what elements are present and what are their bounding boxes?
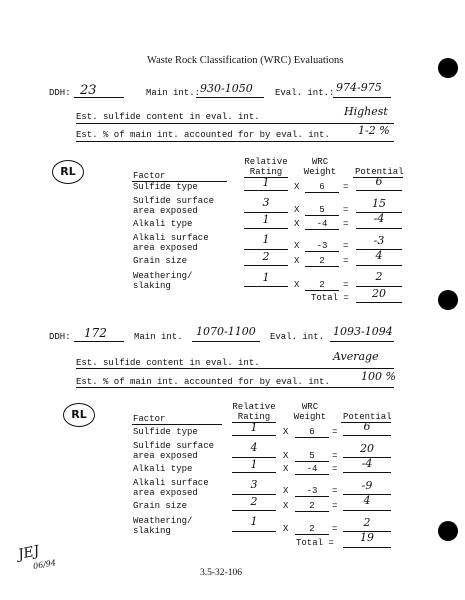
weight-header-line: Weight [303, 167, 337, 177]
relative-header-line: Relative [244, 157, 288, 167]
eval-int-value: 974-975 [336, 81, 382, 94]
sulfide-content-label: Est. sulfide content in eval. int. [76, 358, 260, 368]
potential-underline [343, 472, 391, 473]
main-int-value: 930-1050 [200, 82, 253, 95]
potential-value: 2 [375, 270, 383, 283]
potential-value: 4 [363, 494, 371, 507]
potential-value: -4 [373, 212, 385, 225]
potential-value: -4 [361, 457, 373, 470]
factor-label: Alkali type [133, 464, 193, 474]
equals-sign: = [332, 427, 338, 437]
weight-value: -4 [316, 219, 328, 229]
eval-int-underline [333, 97, 391, 98]
rating-underline [244, 228, 288, 229]
total-underline [356, 302, 402, 303]
factor-header: Factor [133, 171, 166, 181]
potential-underline [356, 265, 402, 266]
rating-value: 3 [250, 478, 258, 491]
rating-underline [244, 190, 288, 191]
factor-label: Sulfide surface [133, 196, 215, 206]
factor-header: Factor [133, 414, 166, 424]
eval-int-label: Eval. int. [270, 332, 325, 342]
rating-value: 1 [250, 458, 258, 471]
potential-underline [343, 435, 391, 436]
rating-value: 4 [250, 441, 258, 454]
ddh-value: 23 [80, 83, 97, 98]
equals-sign: = [332, 501, 338, 511]
rl-circle-text: RL [71, 408, 87, 421]
equals-sign: = [343, 256, 349, 266]
rating-value: 1 [262, 233, 270, 246]
factor-label: Weathering/ [133, 271, 193, 281]
times-sign: X [294, 205, 300, 215]
relative-rating-header [228, 402, 280, 422]
weight-value: -4 [306, 464, 318, 474]
rl-circle-mark [63, 403, 95, 427]
rl-circle-mark [52, 160, 84, 184]
total-label: Total = [296, 538, 334, 548]
ddh-label: DDH: [49, 88, 71, 98]
factor-label: Grain size [133, 501, 188, 511]
rating-header-line: Rating [237, 412, 271, 422]
factor-label: Sulfide surface [133, 441, 215, 451]
rating-value: 1 [262, 176, 270, 189]
page-number: 3.5-32-106 [200, 568, 242, 578]
wrc-weight-header [290, 402, 330, 422]
times-sign: X [294, 241, 300, 251]
potential-value: 6 [375, 175, 383, 188]
rating-value: 2 [250, 495, 258, 508]
potential-header: Potential [355, 167, 404, 177]
binder-hole-top [438, 58, 458, 78]
rating-underline [232, 472, 276, 473]
rl-circle-text: RL [60, 165, 76, 178]
factor-label-line2: area exposed [133, 451, 198, 461]
weight-value: 2 [319, 280, 325, 290]
total-value: 19 [360, 531, 374, 544]
times-sign: X [294, 280, 300, 290]
times-sign: X [283, 501, 289, 511]
potential-header: Potential [343, 412, 392, 422]
weight-underline [295, 496, 329, 497]
equals-sign: = [343, 205, 349, 215]
weight-value: 6 [319, 182, 325, 192]
weight-underline [305, 229, 339, 230]
times-sign: X [283, 524, 289, 534]
potential-underline [356, 190, 402, 191]
relative-header-line: Relative [232, 402, 276, 412]
binder-hole-middle [438, 290, 458, 310]
rating-value: 2 [262, 250, 270, 263]
weight-value: 2 [309, 524, 315, 534]
equals-sign: = [343, 280, 349, 290]
factor-label: Grain size [133, 256, 188, 266]
potential-underline [343, 510, 391, 511]
ddh-underline [74, 341, 124, 342]
rating-underline [244, 286, 288, 287]
weight-value: 5 [319, 205, 325, 215]
rating-value: 1 [250, 421, 258, 434]
factor-label: Alkali surface [133, 233, 209, 243]
factor-label-line2: slaking [133, 281, 171, 291]
factor-label-line2: area exposed [133, 488, 198, 498]
main-int-label: Main int. [134, 332, 183, 342]
handwritten-initials: JEJ [16, 542, 41, 564]
times-sign: X [283, 486, 289, 496]
sulfide-content-underline [76, 368, 394, 369]
weight-underline [305, 266, 339, 267]
times-sign: X [294, 219, 300, 229]
factor-label: Weathering/ [133, 516, 193, 526]
factor-label-line2: area exposed [133, 206, 198, 216]
equals-sign: = [343, 182, 349, 192]
weight-underline [295, 511, 329, 512]
rating-value: 3 [262, 196, 270, 209]
equals-sign: = [332, 464, 338, 474]
wrc-weight-header [300, 157, 340, 177]
rating-underline [232, 510, 276, 511]
main-int-label: Main int.: [146, 88, 201, 98]
rating-underline [244, 265, 288, 266]
times-sign: X [283, 464, 289, 474]
weight-underline [305, 215, 339, 216]
pct-main-int-underline [76, 141, 394, 142]
factor-label-line2: slaking [133, 526, 171, 536]
factor-label: Sulfide type [133, 427, 198, 437]
times-sign: X [283, 451, 289, 461]
weight-value: 5 [309, 451, 315, 461]
weight-underline [305, 192, 339, 193]
factor-label: Sulfide type [133, 182, 198, 192]
equals-sign: = [332, 451, 338, 461]
pct-main-int-underline [76, 387, 394, 388]
total-value: 20 [372, 287, 386, 300]
wrc-header-line: WRC [311, 157, 329, 167]
equals-sign: = [332, 524, 338, 534]
weight-header-line: Weight [293, 412, 327, 422]
sulfide-content-underline [76, 123, 394, 124]
equals-sign: = [343, 241, 349, 251]
rating-value: 1 [250, 515, 258, 528]
weight-underline [305, 290, 339, 291]
sulfide-content-label: Est. sulfide content in eval. int. [76, 112, 260, 122]
weight-underline [295, 534, 329, 535]
wrc-header-line: WRC [301, 402, 319, 412]
rating-value: 1 [262, 213, 270, 226]
weight-underline [295, 437, 329, 438]
equals-sign: = [343, 219, 349, 229]
main-int-value: 1070-1100 [196, 325, 256, 338]
rating-underline [232, 435, 276, 436]
ddh-underline [74, 97, 124, 98]
pct-main-int-value: 100 % [361, 370, 396, 383]
main-int-underline [192, 341, 260, 342]
potential-value: 15 [372, 197, 386, 210]
ddh-value: 172 [84, 326, 107, 340]
factor-label-line2: area exposed [133, 243, 198, 253]
weight-value: 2 [319, 256, 325, 266]
binder-hole-bottom [438, 521, 458, 541]
eval-int-underline [330, 341, 394, 342]
weight-value: 6 [309, 427, 315, 437]
times-sign: X [294, 182, 300, 192]
pct-main-int-label: Est. % of main int. accounted for by eval. int. [76, 130, 330, 140]
main-int-underline [196, 97, 264, 98]
eval-int-label: Eval. int.: [275, 88, 335, 98]
sulfide-content-value: Average [333, 350, 379, 363]
potential-value: 20 [360, 442, 374, 455]
pct-main-int-label: Est. % of main int. accounted for by eval. int. [76, 377, 330, 387]
times-sign: X [283, 427, 289, 437]
potential-value: 2 [363, 516, 371, 529]
ddh-label: DDH: [49, 332, 71, 342]
potential-underline [356, 228, 402, 229]
total-label: Total = [311, 293, 349, 303]
weight-value: -3 [306, 486, 318, 496]
eval-int-value: 1093-1094 [333, 325, 393, 338]
rating-header-line: Rating [249, 167, 283, 177]
rating-value: 1 [262, 271, 270, 284]
pct-main-int-value: 1-2 % [358, 124, 390, 137]
weight-underline [295, 461, 329, 462]
factor-label: Alkali type [133, 219, 193, 229]
total-underline [343, 547, 391, 548]
potential-value: -9 [361, 479, 373, 492]
handwritten-date: 06/94 [32, 558, 57, 571]
potential-value: 6 [363, 420, 371, 433]
relative-rating-header [240, 157, 292, 177]
potential-value: -3 [373, 234, 385, 247]
factor-label: Alkali surface [133, 478, 209, 488]
weight-value: -3 [316, 241, 328, 251]
page-title: Waste Rock Classification (WRC) Evaluations [147, 55, 344, 66]
potential-value: 4 [375, 249, 383, 262]
sulfide-content-value: Highest [344, 105, 388, 118]
weight-underline [305, 251, 339, 252]
equals-sign: = [332, 486, 338, 496]
times-sign: X [294, 256, 300, 266]
weight-value: 2 [309, 501, 315, 511]
weight-underline [295, 474, 329, 475]
factor-header-underline [132, 424, 222, 425]
rating-underline [232, 531, 276, 532]
